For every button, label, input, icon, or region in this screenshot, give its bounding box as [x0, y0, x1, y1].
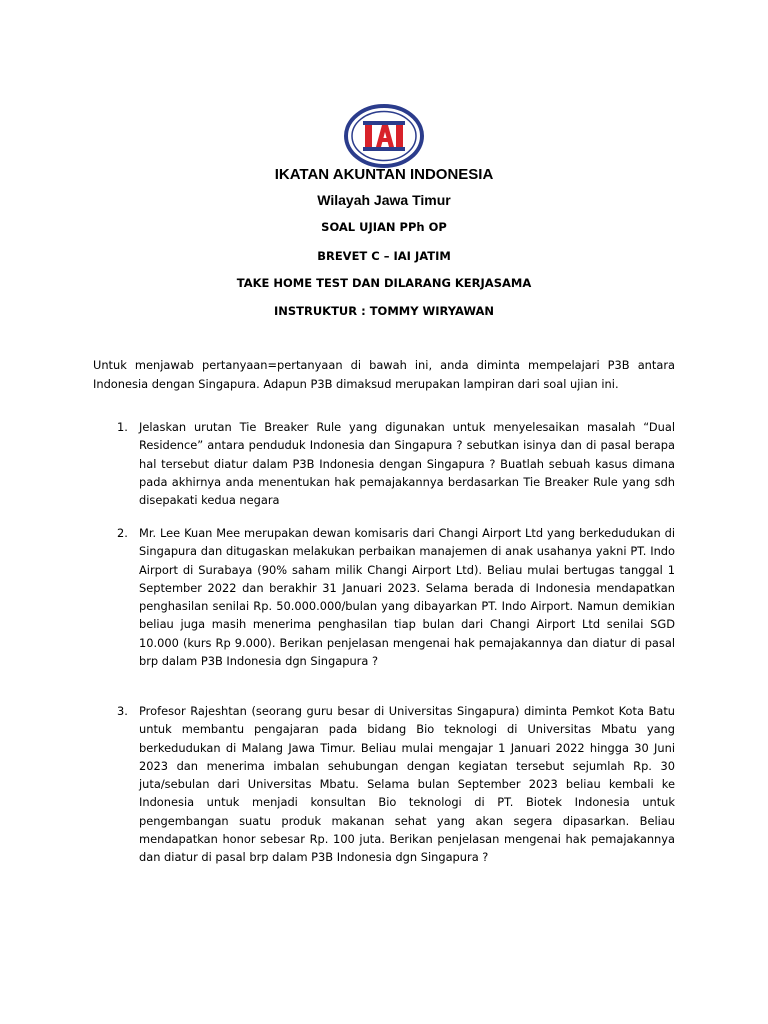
iai-logo — [344, 104, 424, 168]
question-item — [117, 524, 675, 670]
question-text: Mr. Lee Kuan Mee merupakan dewan komisaris dari Changi Airport Ltd yang berkedudukan di Singapura dan ditugaskan melakukan perbaikan manajemen di anak usahanya yakni PT. Indo Airport di Surabaya (90% saham milik Changi Airport Ltd). Beliau mulai bertugas tanggal 1 September 2022 dan berakhir 31 Januari 2023. Selama berada di Indonesia mendapatkan penghasilan senilai Rp. 50.000.000/bulan yang dibayarkan PT. Indo Airport. Namun demikian beliau juga masih menerima penghasilan tiap bulan dari Changi Airport Ltd senilai SGD 10.000 (kurs Rp 9.000). Berikan penjelasan mengenai hak pemajakannya dan diatur di pasal brp dalam P3B Indonesia dgn Singapura ? — [139, 526, 675, 669]
question-number: 1. — [117, 420, 128, 434]
question-text: Jelaskan urutan Tie Breaker Rule yang digunakan untuk menyelesaikan masalah “Dual Residence” antara penduduk Indonesia dan Singapura ? sebutkan isinya dan di pasal berapa hal tersebut diatur dalam P3B Indonesia dengan Singapura ? Buatlah sebuah kasus dimana pada akhirnya anda menentukan hak pemajakannya berdasarkan Tie Breaker Rule yang sdh disepakati kedua negara — [139, 420, 675, 508]
question-number: 2. — [117, 526, 128, 540]
instructor-line: INSTRUKTUR : TOMMY WIRYAWAN — [273, 304, 495, 318]
question-item — [117, 702, 675, 867]
question-number: 3. — [117, 704, 128, 718]
question-item — [117, 418, 675, 509]
question-text: Profesor Rajeshtan (seorang guru besar di Universitas Singapura) diminta Pemkot Kota Batu untuk membantu pengajaran pada bidang Bio teknologi di Universitas Mbatu yang berkedudukan di Malang Jawa Timur. Beliau mulai mengajar 1 Januari 2022 hingga 30 Juni 2023 dan menerima imbalan sehubungan dengan kegiatan tersebut sejumlah Rp. 30 juta/sebulan dari Universitas Mbatu. Selama bulan September 2023 beliau kembali ke Indonesia untuk menjadi konsultan Bio teknologi di PT. Biotek Indonesia untuk pengembangan suatu produk makanan sehat yang akan segera dipasarkan. Beliau mendapatkan honor sebesar Rp. 100 juta. Berikan penjelasan mengenai hak pemajakannya dan diatur di pasal brp dalam P3B Indonesia dgn Singapura ? — [139, 704, 675, 865]
iai-emblem-icon — [344, 104, 424, 168]
course-title: BREVET C – IAI JATIM — [317, 249, 451, 263]
organization-title: IKATAN AKUNTAN INDONESIA — [274, 166, 494, 183]
exam-rule: TAKE HOME TEST DAN DILARANG KERJASAMA — [236, 276, 532, 290]
intro-paragraph: Untuk menjawab pertanyaan=pertanyaan di bawah ini, anda diminta mempelajari P3B antara Indonesia dengan Singapura. Adapun P3B dimaksud merupakan lampiran dari soal ujian ini. — [93, 358, 675, 391]
region-subtitle: Wilayah Jawa Timur — [317, 192, 451, 208]
exam-title: SOAL UJIAN PPh OP — [321, 220, 447, 234]
